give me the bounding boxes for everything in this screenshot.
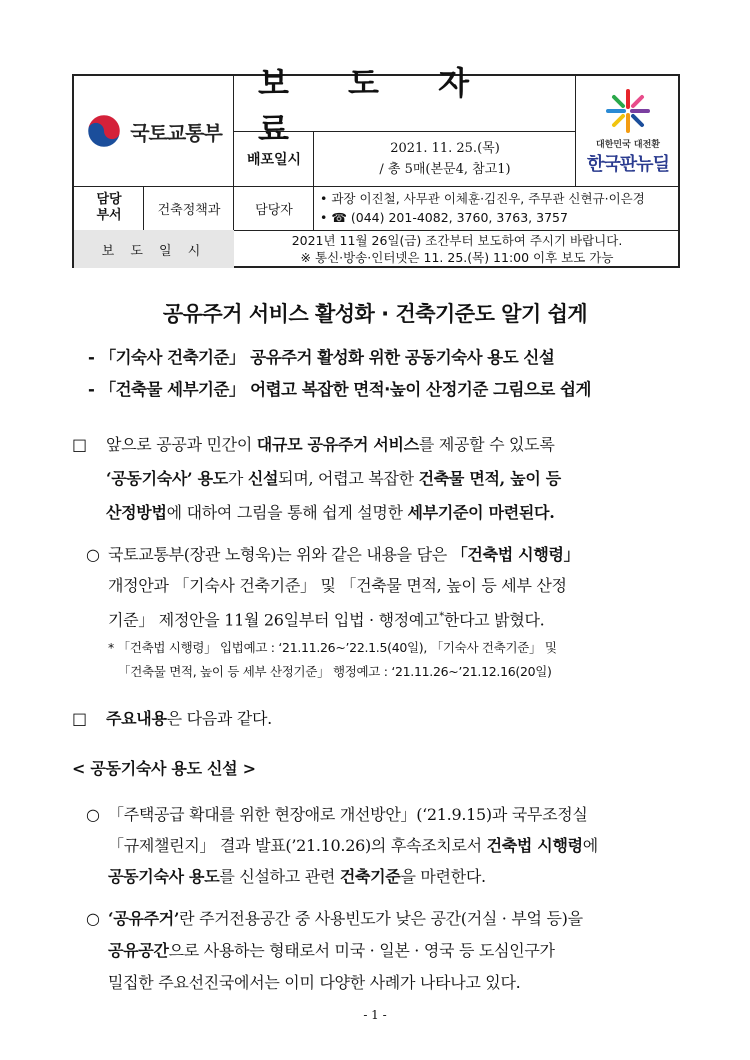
headline: 공유주거 서비스 활성화 · 건축기준도 알기 쉽게	[162, 302, 588, 326]
subheadline-2: - 「건축물 세부기준」 어렵고 복잡한 면적·높이 산정기준 그림으로 쉽게	[88, 380, 591, 399]
circle-bullet: ○	[86, 909, 100, 928]
text: 을 마련한다.	[400, 867, 486, 886]
page-number: - 1 -	[363, 1008, 387, 1022]
embargo-value	[234, 230, 680, 268]
ministry-name: 국토교통부	[130, 120, 222, 145]
emphasis: 건축물 면적, 높이 등	[418, 469, 561, 488]
taegeuk-emblem-icon	[86, 113, 122, 149]
paragraph-line	[72, 428, 554, 462]
contact-value	[314, 186, 680, 230]
emphasis: 공동기숙사 용도	[108, 867, 220, 886]
paragraph-line	[108, 569, 567, 603]
section-title: < 공동기숙사 용도 신설 >	[72, 759, 256, 778]
paragraph-line	[86, 798, 588, 832]
emphasis: 신설	[247, 469, 279, 488]
emphasis: 주요내용	[106, 709, 167, 728]
press-release-header-table	[72, 63, 680, 268]
pages-line: / 총 5매(본문4, 참고1)	[379, 161, 511, 177]
emphasis: 건축법 시행령	[486, 836, 583, 855]
emphasis: 건축기준	[339, 867, 401, 886]
square-bullet: □	[72, 435, 87, 454]
contact-label: 담당자	[255, 202, 293, 218]
text: 에 대하여 그림을 통해 쉽게 설명한	[166, 503, 408, 522]
footnote-mark: *	[439, 611, 444, 622]
text: 「주택공급 확대를 위한 현장애로 개선방안」(‘21.9.15)과 국무조정실	[108, 805, 588, 824]
text: 에	[582, 836, 598, 855]
date-line: 2021. 11. 25.(목)	[390, 140, 500, 156]
text: 가	[227, 469, 248, 488]
text: 한다고 밝혔다.	[443, 610, 545, 630]
paragraph-line: 밀집한 주요선진국에서는 이미 다양한 사례가 나타나고 있다.	[108, 973, 521, 992]
ministry-logo	[74, 76, 234, 186]
text: 되며, 어렵고 복잡한	[278, 469, 419, 488]
title-text: 보 도 자 료	[258, 63, 494, 148]
new-deal-logo	[576, 76, 680, 186]
circle-bullet: ○	[86, 545, 100, 564]
footnote-line: * 「건축법 시행령」 입법예고 : ‘21.11.26~’22.1.5(40일), 「기숙사 건축기준」 및	[108, 640, 557, 655]
emphasis: 산정방법	[106, 503, 167, 522]
paragraph-line	[108, 600, 544, 637]
text: 앞으로 공공과 민간이	[106, 435, 257, 454]
text: 를 신설하고 관련	[219, 867, 340, 886]
text: 를 제공할 수 있도록	[418, 435, 555, 454]
new-deal-star-icon	[604, 87, 652, 135]
paragraph-line	[108, 934, 555, 968]
text: 은 다음과 같다.	[166, 709, 272, 728]
emphasis: 공유공간	[108, 941, 169, 960]
emphasis: 대규모 공유주거 서비스	[256, 435, 419, 454]
paragraph-line	[106, 496, 554, 530]
emphasis: ‘공동기숙사’ 용도	[106, 469, 228, 488]
text: 으로 사용하는 형태로서 미국 · 일본 · 영국 등 도심인구가	[168, 941, 555, 960]
embargo-line: 2021년 11월 26일(금) 조간부터 보도하여 주시기 바랍니다.	[291, 233, 623, 248]
dept-label-line: 담당	[96, 192, 122, 207]
footnote-line: 「건축물 면적, 높이 등 세부 산정기준」 행정예고 : ‘21.11.26~’21.12.16(20일)	[118, 664, 552, 679]
emphasis: 「건축법 시행령」	[451, 545, 580, 564]
date-label: 배포일시	[246, 151, 302, 168]
dept-label	[74, 186, 144, 230]
text: 기준」 제정안을 11월 26일부터 입법 · 행정예고	[108, 610, 440, 630]
contact-names: • 과장 이진철, 사무관 이체훈·김진우, 주무관 신현규·이은경	[320, 191, 645, 206]
paragraph-line	[108, 829, 598, 863]
text: 국토교통부(장관 노형욱)는 위와 같은 내용을 담은	[108, 545, 452, 564]
contact-phones: • ☎ (044) 201-4082, 3760, 3763, 3757	[320, 210, 568, 225]
new-deal-name: 한국판뉴딜	[587, 153, 669, 175]
dept-value: 건축정책과	[157, 202, 221, 218]
date-value	[314, 131, 576, 186]
paragraph-line	[108, 860, 486, 894]
embargo-label: 보 도 일 시	[74, 230, 234, 268]
text: 란 주거전용공간 중 사용빈도가 낮은 공간(거실 · 부엌 등)을	[179, 909, 583, 928]
paragraph-line	[86, 902, 583, 936]
dept-label-line: 부서	[96, 208, 122, 223]
square-bullet: □	[72, 709, 87, 728]
subheadline-1: - 「기숙사 건축기준」 공유주거 활성화 위한 공동기숙사 용도 신설	[88, 348, 555, 367]
embargo-note: ※ 통신·방송·인터넷은 11. 25.(목) 11:00 이후 보도 가능	[300, 250, 614, 265]
emphasis: ‘공유주거’	[108, 909, 180, 928]
paragraph-line	[86, 538, 579, 572]
text: 「규제챌린지」 결과 발표(’21.10.26)의 후속조치로서	[108, 836, 487, 855]
paragraph-line	[72, 702, 272, 736]
circle-bullet: ○	[86, 805, 100, 824]
emphasis: 세부기준이 마련된다.	[407, 503, 555, 522]
new-deal-slogan: 대한민국 대전환	[596, 139, 660, 150]
text: 개정안과 「기숙사 건축기준」 및 「건축물 면적, 높이 등 세부 산정	[108, 576, 567, 595]
paragraph-line	[106, 462, 561, 496]
